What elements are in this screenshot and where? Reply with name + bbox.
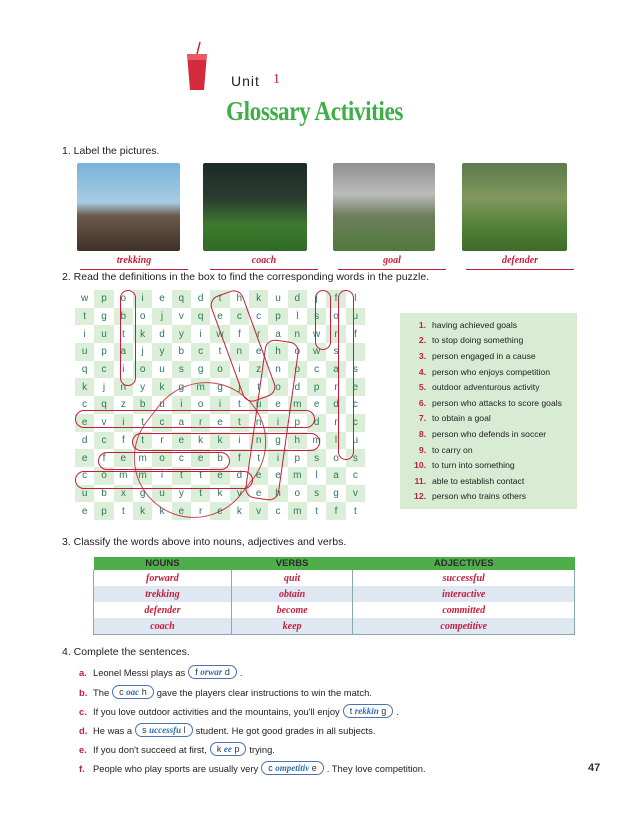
grid-letter: f: [237, 328, 241, 340]
defender-photo: [462, 163, 567, 251]
grid-letter: d: [236, 470, 243, 482]
grid-letter: s: [172, 361, 191, 379]
grid-letter: l: [354, 293, 357, 305]
grid-letter: u: [159, 399, 165, 411]
grid-letter: l: [326, 432, 345, 450]
grid-letter: y: [178, 487, 184, 499]
grid-letter: n: [275, 364, 281, 376]
grid-letter: h: [268, 343, 287, 361]
table-cell: coach: [94, 618, 232, 635]
definition-item: 3. person engaged in a cause: [418, 350, 536, 361]
grid-letter: k: [75, 378, 94, 396]
definition-item: 6. person who attacks to score goals: [418, 397, 562, 408]
grid-letter: m: [288, 396, 307, 414]
q2-instruction: 2. Read the definitions in the box to find the corresponding words in the puzzle.: [62, 271, 430, 283]
unit-label: Unit: [231, 73, 260, 89]
answer-1: trekking: [80, 255, 188, 270]
grid-letter: s: [307, 449, 326, 467]
grid-letter: e: [210, 502, 229, 520]
table-cell: forward: [94, 570, 232, 586]
grid-letter: r: [334, 381, 338, 393]
table-cell: defender: [94, 602, 232, 618]
found-word-loop: [338, 290, 354, 460]
found-word-loop: [315, 290, 331, 350]
grid-letter: h: [236, 293, 243, 305]
grid-letter: c: [314, 364, 320, 376]
grid-letter: u: [346, 308, 365, 326]
grid-letter: t: [230, 414, 249, 432]
grid-letter: d: [81, 434, 88, 446]
sentence-b: b. The c oac h gave the players clear instructions to win the match.: [79, 686, 372, 698]
table-cell: obtain: [231, 586, 353, 602]
grid-letter: i: [160, 470, 164, 482]
found-word-loop: [120, 290, 136, 386]
grid-letter: o: [94, 467, 113, 485]
coach-photo: [203, 163, 307, 251]
grid-letter: r: [334, 417, 338, 429]
grid-letter: l: [296, 311, 299, 323]
grid-letter: y: [152, 343, 171, 361]
grid-letter: r: [326, 325, 345, 343]
grid-letter: c: [152, 414, 171, 432]
grid-letter: e: [75, 449, 94, 467]
grid-letter: s: [307, 308, 326, 326]
grid-letter: e: [81, 505, 88, 517]
grid-letter: g: [275, 434, 281, 446]
grid-letter: b: [217, 452, 223, 464]
grid-letter: i: [122, 364, 125, 376]
grid-letter: q: [191, 308, 210, 326]
grid-letter: h: [268, 485, 287, 503]
answer-field[interactable]: k ee p: [210, 742, 247, 756]
grid-letter: v: [230, 485, 249, 503]
grid-letter: n: [114, 378, 133, 396]
grid-letter: v: [178, 311, 184, 323]
grid-letter: t: [353, 505, 357, 517]
grid-letter: x: [114, 485, 133, 503]
grid-letter: g: [333, 487, 339, 499]
grid-letter: c: [94, 432, 113, 450]
sentence-c: c. If you love outdoor activities and the mountains, you'll enjoy t rekkin g .: [79, 705, 399, 717]
grid-letter: e: [75, 414, 94, 432]
grid-letter: i: [133, 290, 152, 308]
table-row: [94, 570, 575, 586]
grid-letter: i: [172, 396, 191, 414]
grid-letter: v: [346, 485, 365, 503]
grid-letter: y: [172, 325, 191, 343]
definition-item: 8. person who defends in soccer: [418, 428, 547, 439]
sentence-d: d. He was a s uccessfu l student. He got good grades in all subjects.: [79, 724, 376, 736]
table-row: [94, 602, 575, 618]
page-title: Glossary Activities: [226, 96, 403, 126]
definition-item: 2. to stop doing something: [418, 335, 524, 346]
grid-letter: m: [288, 467, 307, 485]
grid-letter: c: [191, 343, 210, 361]
grid-letter: a: [275, 328, 281, 340]
answer-field[interactable]: f orwar d: [188, 665, 237, 679]
table-cell: committed: [353, 602, 575, 618]
grid-letter: o: [152, 449, 171, 467]
header-verbs: VERBS: [231, 557, 353, 570]
definition-item: 5. outdoor adventurous activity: [418, 382, 540, 393]
grid-letter: r: [191, 414, 210, 432]
q1-instruction: 1. Label the pictures.: [62, 145, 160, 157]
grid-letter: i: [199, 328, 202, 340]
q3-instruction: 3. Classify the words above into nouns, adjectives and verbs.: [62, 536, 347, 548]
grid-letter: t: [75, 308, 94, 326]
grid-letter: q: [94, 396, 113, 414]
table-cell: keep: [231, 618, 353, 635]
table-cell: quit: [231, 570, 353, 586]
definition-item: 9. to carry on: [418, 444, 473, 455]
grid-letter: n: [230, 343, 249, 361]
definition-item: 10. to turn into something: [414, 460, 515, 471]
definition-item: 4. person who enjoys competition: [418, 366, 550, 377]
grid-letter: s: [307, 485, 326, 503]
grid-letter: t: [237, 399, 241, 411]
grid-letter: k: [133, 325, 152, 343]
grid-letter: d: [294, 381, 301, 393]
grid-letter: m: [312, 434, 321, 446]
table-cell: become: [231, 602, 353, 618]
grid-letter: e: [217, 417, 223, 429]
grid-letter: t: [218, 346, 222, 358]
grid-letter: n: [249, 432, 268, 450]
grid-letter: c: [352, 470, 358, 482]
grid-letter: e: [159, 293, 165, 305]
grid-letter: o: [294, 487, 301, 499]
grid-letter: p: [94, 290, 113, 308]
grid-letter: d: [197, 293, 204, 305]
grid-letter: m: [119, 470, 128, 482]
answer-field[interactable]: c oac h: [112, 685, 154, 699]
table-cell: competitive: [353, 618, 575, 635]
page-number: 47: [588, 762, 601, 774]
grid-letter: k: [159, 505, 165, 517]
grid-letter: u: [94, 325, 113, 343]
grid-letter: p: [268, 308, 287, 326]
definition-item: 7. to obtain a goal: [418, 413, 491, 424]
grid-letter: b: [178, 346, 185, 358]
grid-letter: p: [307, 378, 326, 396]
grid-letter: e: [255, 346, 262, 358]
grid-letter: i: [268, 449, 287, 467]
grid-letter: t: [133, 432, 152, 450]
grid-letter: r: [160, 434, 164, 446]
answer-field[interactable]: t rekkin g: [343, 704, 394, 718]
definition-item: 1. having achieved goals: [418, 319, 518, 330]
grid-letter: d: [159, 328, 165, 340]
header-nouns: NOUNS: [94, 557, 232, 570]
grid-letter: s: [333, 346, 339, 358]
grid-letter: o: [197, 399, 204, 411]
grid-letter: d: [288, 290, 307, 308]
grid-letter: w: [313, 328, 321, 340]
grid-letter: d: [326, 396, 345, 414]
grid-letter: t: [199, 470, 203, 482]
grid-letter: e: [114, 449, 133, 467]
header-adjectives: ADJECTIVES: [353, 557, 575, 570]
grid-letter: p: [101, 346, 107, 358]
grid-letter: f: [326, 502, 345, 520]
grid-letter: u: [249, 396, 268, 414]
grid-letter: o: [333, 311, 339, 323]
grid-letter: f: [121, 434, 125, 446]
grid-letter: l: [315, 470, 318, 482]
grid-letter: g: [178, 381, 185, 393]
grid-letter: v: [101, 417, 107, 429]
grid-letter: s: [352, 364, 358, 376]
grid-letter: b: [101, 487, 107, 499]
grid-letter: n: [255, 417, 262, 429]
grid-letter: m: [191, 378, 210, 396]
grid-letter: e: [313, 399, 320, 411]
grid-letter: j: [141, 346, 144, 358]
grid-letter: e: [191, 449, 210, 467]
grid-letter: y: [140, 381, 146, 393]
grid-letter: r: [198, 505, 203, 517]
grid-letter: f: [102, 452, 106, 464]
grid-letter: g: [197, 364, 204, 376]
grid-letter: q: [81, 364, 88, 376]
grid-letter: u: [159, 364, 165, 376]
grid-letter: g: [139, 487, 146, 499]
grid-letter: e: [346, 378, 365, 396]
table-cell: successful: [353, 570, 575, 586]
grid-letter: u: [75, 343, 94, 361]
grid-letter: p: [94, 502, 113, 520]
grid-letter: j: [152, 308, 171, 326]
table-cell: trekking: [94, 586, 232, 602]
answer-field[interactable]: s uccessfu l: [135, 723, 193, 737]
grid-letter: o: [133, 361, 152, 379]
grid-letter: o: [210, 361, 229, 379]
grid-letter: i: [268, 414, 287, 432]
grid-letter: t: [257, 452, 261, 464]
grid-letter: k: [217, 487, 223, 499]
grid-letter: z: [120, 399, 126, 411]
grid-letter: c: [178, 452, 184, 464]
grid-letter: c: [352, 399, 358, 411]
grid-letter: v: [249, 502, 268, 520]
grid-letter: p: [294, 417, 301, 429]
grid-letter: u: [352, 434, 359, 446]
grid-letter: g: [217, 381, 223, 393]
grid-letter: e: [249, 467, 268, 485]
grid-letter: c: [275, 505, 281, 517]
grid-letter: k: [152, 378, 171, 396]
grid-letter: r: [249, 325, 268, 343]
goal-photo: [333, 163, 435, 251]
grid-letter: t: [121, 328, 125, 340]
definition-item: 12. person who trains others: [414, 491, 527, 502]
grid-letter: e: [172, 432, 191, 450]
grid-letter: o: [288, 361, 307, 379]
grid-letter: f: [230, 449, 249, 467]
grid-letter: o: [139, 311, 146, 323]
grid-letter: u: [152, 485, 171, 503]
q4-instruction: 4. Complete the sentences.: [62, 646, 190, 658]
grid-letter: o: [120, 293, 127, 305]
answer-3: goal: [338, 255, 446, 270]
grid-letter: k: [133, 502, 152, 520]
grid-letter: c: [256, 311, 262, 323]
table-row: [94, 586, 575, 602]
grid-letter: t: [257, 381, 261, 393]
grid-letter: e: [210, 467, 229, 485]
grid-letter: e: [275, 399, 281, 411]
grid-letter: c: [230, 308, 249, 326]
definition-item: 11. able to establish contact: [414, 475, 525, 486]
grid-letter: n: [288, 325, 307, 343]
grid-letter: k: [198, 434, 204, 446]
answer-2: coach: [210, 255, 318, 270]
definitions-box: [400, 313, 577, 509]
grid-letter: a: [178, 417, 185, 429]
unit-number: 1: [273, 72, 280, 87]
grid-letter: d: [307, 414, 326, 432]
grid-letter: e: [217, 311, 223, 323]
answer-4: defender: [466, 255, 574, 270]
grid-letter: c: [346, 414, 365, 432]
grid-letter: m: [138, 452, 147, 464]
sentence-f: f. People who play sports are usually very c ompetitiv e . They love competition.: [79, 762, 426, 774]
grid-letter: j: [102, 381, 106, 393]
grid-letter: o: [333, 452, 339, 464]
answer-field[interactable]: c ompetitiv e: [261, 761, 324, 775]
grid-letter: a: [326, 467, 345, 485]
grid-letter: k: [236, 505, 242, 517]
grid-letter: t: [172, 467, 191, 485]
grid-letter: h: [288, 432, 307, 450]
grid-letter: c: [82, 470, 88, 482]
grid-letter: z: [249, 361, 268, 379]
grid-letter: s: [346, 449, 365, 467]
grid-letter: a: [114, 343, 133, 361]
grid-letter: o: [268, 378, 287, 396]
grid-letter: w: [81, 293, 89, 305]
grid-letter: f: [326, 290, 345, 308]
grid-letter: e: [255, 487, 262, 499]
grid-letter: j: [315, 293, 318, 305]
cup-icon: [186, 40, 208, 92]
grid-letter: e: [275, 470, 281, 482]
grid-letter: i: [210, 396, 229, 414]
grid-letter: k: [210, 432, 229, 450]
grid-letter: w: [307, 343, 326, 361]
grid-letter: j: [230, 378, 249, 396]
grid-letter: g: [101, 311, 107, 323]
grid-letter: u: [75, 485, 94, 503]
grid-letter: c: [94, 361, 113, 379]
grid-letter: b: [114, 308, 133, 326]
grid-letter: t: [191, 485, 210, 503]
grid-letter: i: [238, 434, 241, 446]
table-cell: interactive: [353, 586, 575, 602]
grid-letter: e: [172, 502, 191, 520]
grid-letter: t: [121, 505, 125, 517]
grid-letter: k: [249, 290, 268, 308]
grid-letter: t: [141, 417, 145, 429]
classification-table: [93, 557, 575, 635]
grid-letter: t: [210, 290, 229, 308]
grid-letter: b: [133, 396, 152, 414]
grid-letter: w: [210, 325, 229, 343]
grid-letter: i: [83, 328, 86, 340]
grid-letter: m: [288, 502, 307, 520]
grid-letter: o: [294, 346, 301, 358]
grid-letter: f: [353, 328, 357, 340]
grid-letter: q: [172, 290, 191, 308]
sentence-e: e. If you don't succeed at first, k ee p trying.: [79, 743, 275, 755]
grid-letter: m: [133, 467, 152, 485]
grid-letter: i: [114, 414, 133, 432]
grid-letter: c: [82, 399, 88, 411]
grid-letter: a: [326, 361, 345, 379]
trekking-photo: [77, 163, 180, 251]
grid-letter: t: [315, 505, 319, 517]
grid-letter: p: [294, 452, 301, 464]
table-row: [94, 618, 575, 635]
grid-letter: i: [238, 364, 241, 376]
sentence-a: a. Leonel Messi plays as f orwar d .: [79, 666, 243, 678]
grid-letter: u: [275, 293, 281, 305]
